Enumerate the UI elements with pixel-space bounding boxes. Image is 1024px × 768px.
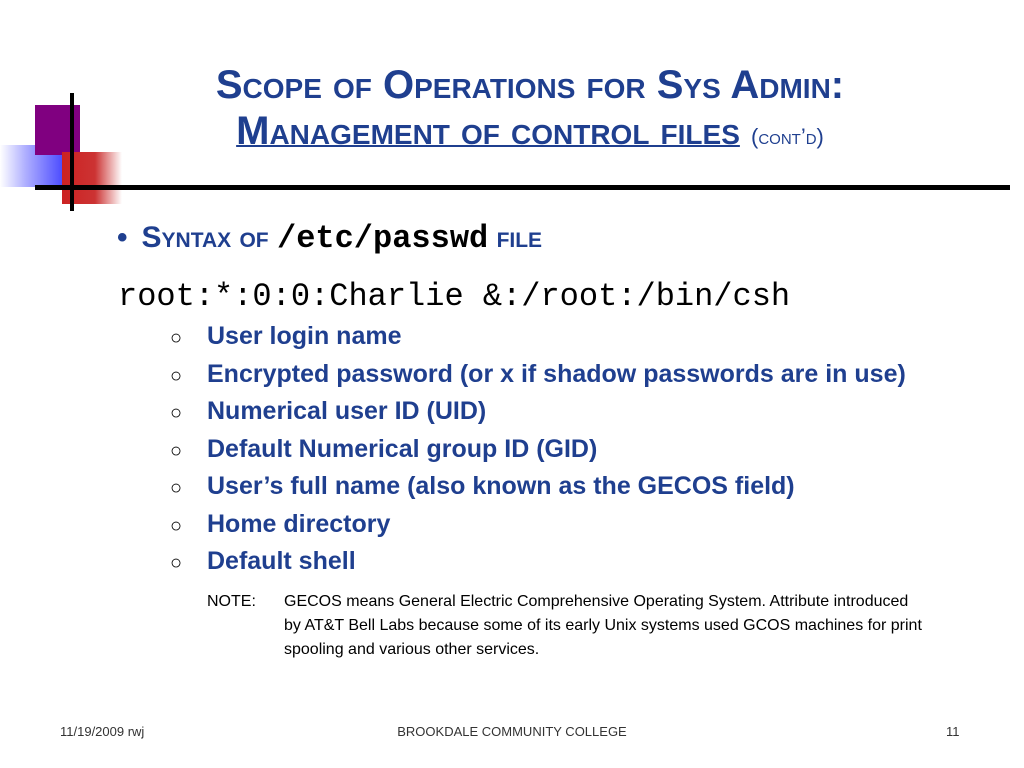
syntax-suffix: file [496, 221, 543, 254]
list-item [170, 322, 906, 360]
decor-vertical-line [70, 93, 74, 211]
syntax-prefix: Syntax of [141, 221, 269, 254]
title-line-1: Scope of Operations for Sys Admin: [215, 63, 845, 107]
passwd-fields-list [170, 322, 906, 585]
circle-bullet-icon: ○ [170, 477, 183, 499]
note-text: GECOS means General Electric Comprehensive Operating System. Attribute introduced by AT&T Bell Labs because some of its early Unix systems used GCOS machines for print spooling and various other services. [284, 593, 922, 658]
field-label: Home directory [207, 509, 391, 538]
list-item [170, 360, 906, 398]
list-item [170, 547, 906, 585]
circle-bullet-icon: ○ [170, 439, 183, 462]
bullet-dot-icon: • [117, 221, 128, 254]
field-label: User login name [207, 322, 402, 350]
title-line-2-text: Management of control files [236, 109, 740, 153]
note-label: NOTE: [207, 593, 256, 610]
circle-bullet-icon: ○ [170, 514, 183, 537]
circle-bullet-icon: ○ [170, 364, 183, 387]
list-item [170, 510, 906, 548]
slide-title [130, 62, 930, 160]
footer-college: BROOKDALE COMMUNITY COLLEGE [397, 724, 627, 739]
circle-bullet-icon: ○ [170, 327, 183, 349]
list-item [170, 472, 906, 510]
title-cont-label: (cont’d) [751, 124, 824, 149]
list-item [170, 397, 906, 435]
footer-date: 11/19/2009 rwj [60, 724, 145, 739]
field-label: Default shell [207, 547, 356, 575]
field-label: User’s full name (also known as the GECOS field) [207, 472, 795, 500]
circle-bullet-icon: ○ [170, 402, 183, 424]
title-divider [35, 185, 1010, 190]
field-label: Encrypted password (or x if shadow passwords are in use) [207, 359, 906, 388]
passwd-example-line: root:*:0:0:Charlie &:/root:/bin/csh [118, 278, 791, 315]
circle-bullet-icon: ○ [170, 552, 183, 574]
syntax-filename: /etc/passwd [276, 220, 489, 257]
list-item [170, 435, 906, 473]
title-line-2 [130, 108, 930, 160]
syntax-bullet [117, 220, 542, 257]
field-label: Numerical user ID (UID) [207, 397, 487, 425]
field-label: Default Numerical group ID (GID) [207, 434, 598, 463]
footer-page-number: 11 [946, 724, 960, 739]
